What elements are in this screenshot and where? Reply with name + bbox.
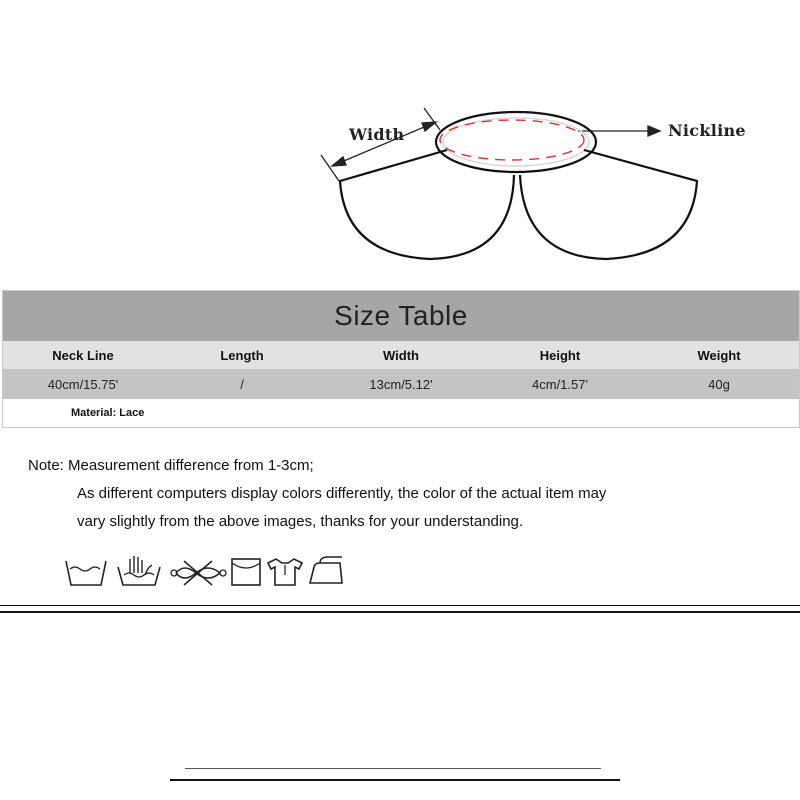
- size-table-material-row: [3, 399, 799, 427]
- neck-ellipse: [436, 112, 596, 172]
- do-not-wring-icon: [170, 553, 228, 589]
- divider-bottom: [0, 611, 800, 613]
- footer-line-top: [185, 768, 601, 769]
- header-neck-line: Neck Line: [52, 347, 114, 363]
- header-height: Height: [539, 347, 581, 363]
- note-line-1: Note: Measurement difference from 1-3cm;: [28, 457, 314, 474]
- note-line-3: vary slightly from the above images, thanks for your understanding.: [77, 513, 524, 530]
- divider-top: [0, 605, 800, 606]
- care-icons: [62, 553, 352, 589]
- hand-wash-icon: [114, 553, 170, 589]
- collar-left-flap: [340, 150, 514, 259]
- notes: [28, 452, 606, 536]
- value-height: 4cm/1.57': [532, 376, 588, 392]
- width-label: Width: [349, 125, 405, 144]
- value-width: 13cm/5.12': [369, 376, 433, 392]
- tumble-dry-icon: [228, 553, 266, 589]
- iron-icon: [306, 553, 352, 589]
- material-label: Material: Lace: [71, 407, 145, 419]
- wash-30-icon: [62, 553, 114, 589]
- size-table: [2, 290, 800, 428]
- header-length: Length: [220, 347, 264, 363]
- header-weight: Weight: [697, 347, 741, 363]
- header-width: Width: [383, 347, 419, 363]
- neckline-label: Nickline: [668, 121, 746, 140]
- neck-ellipse-inner: [443, 118, 589, 166]
- size-table-title: Size Table: [3, 291, 799, 341]
- footer-line-bottom: [170, 779, 620, 781]
- value-length: /: [240, 376, 244, 392]
- collar-drawing: [0, 0, 800, 290]
- note-line-2: As different computers display colors differently, the color of the actual item may: [77, 485, 607, 502]
- collar-right-flap: [520, 150, 697, 259]
- collar-diagram: [0, 0, 800, 290]
- value-neck-line: 40cm/15.75': [47, 376, 119, 392]
- value-weight: 40g: [708, 376, 730, 392]
- size-table-header-row: [3, 341, 799, 369]
- size-table-values-row: [3, 369, 799, 399]
- hang-dry-icon: [266, 553, 306, 589]
